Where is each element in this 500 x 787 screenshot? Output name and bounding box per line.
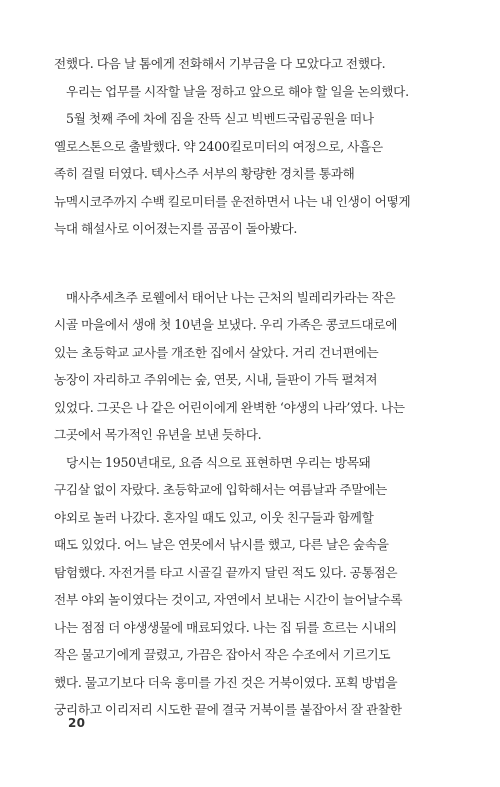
text-line: 농장이 자리하고 주위에는 숲, 연못, 시내, 들판이 가득 펼쳐져: [54, 372, 378, 387]
text-line: 작은 물고기에게 끌렸고, 가끔은 잡아서 작은 수조에서 기르기도: [54, 647, 391, 662]
text-line: 탐험했다. 자전거를 타고 시골길 끝까지 달린 적도 있다. 공통점은: [54, 564, 398, 580]
text-line: 했다. 물고기보다 더욱 흥미를 가진 것은 거북이였다. 포획 방법을: [54, 674, 398, 690]
text-line: 매사추세츠주 로웰에서 태어난 나는 근처의 빌레리카라는 작은: [66, 289, 396, 305]
body-text: [54, 50, 454, 724]
text-line: 늑대 해설사로 이어졌는지를 곰곰이 돌아봤다.: [54, 221, 298, 236]
text-line: 때도 있었다. 어느 날은 연못에서 낚시를 했고, 다른 날은 숲속을: [54, 537, 389, 552]
text-line: 뉴멕시코주까지 수백 킬로미터를 운전하면서 나는 내 인생이 어떻게: [54, 193, 411, 209]
text-line: 구김살 없이 자랐다. 초등학교에 입학해서는 여름날과 주말에는: [54, 482, 388, 497]
text-line: 5월 첫째 주에 차에 짐을 잔뜩 싣고 빅벤드국립공원을 떠나: [66, 111, 374, 126]
text-line: 궁리하고 이리저리 시도한 끝에 결국 거북이를 붙잡아서 잘 관찰한: [54, 702, 402, 717]
page-number: 20: [68, 716, 86, 730]
text-line: 나는 점점 더 야생생물에 매료되었다. 나는 집 뒤를 흐르는 시내의: [54, 619, 397, 635]
text-line: 시골 마을에서 생애 첫 10년을 보냈다. 우리 가족은 콩코드대로에: [54, 317, 398, 332]
text-line: 전부 야외 놀이였다는 것이고, 자연에서 보내는 시간이 늘어날수록: [54, 592, 403, 607]
text-line: 야외로 놀러 나갔다. 혼자일 때도 있고, 이웃 친구들과 함께할: [54, 509, 374, 525]
section-break: [54, 243, 454, 284]
text-line: 그곳에서 목가적인 유년을 보낸 듯하다.: [54, 427, 262, 442]
text-line: 당시는 1950년대로, 요즘 식으로 표현하면 우리는 방목돼: [66, 454, 371, 470]
text-line: 옐로스톤으로 출발했다. 약 2400킬로미터의 여정으로, 사흘은: [54, 138, 383, 154]
text-line: 우리는 업무를 시작할 날을 정하고 앞으로 해야 할 일을 논의했다.: [66, 83, 409, 99]
text-line: 있는 초등학교 교사를 개조한 집에서 살았다. 거리 건너편에는: [54, 344, 379, 360]
text-line: 있었다. 그곳은 나 같은 어린이에게 완벽한 ‘야생의 나라’였다. 나는: [54, 399, 405, 415]
text-line: 전했다. 다음 날 톰에게 전화해서 기부금을 다 모았다고 전했다.: [54, 56, 386, 71]
text-line: 족히 걸릴 터였다. 텍사스주 서부의 황량한 경치를 통과해: [54, 166, 355, 181]
